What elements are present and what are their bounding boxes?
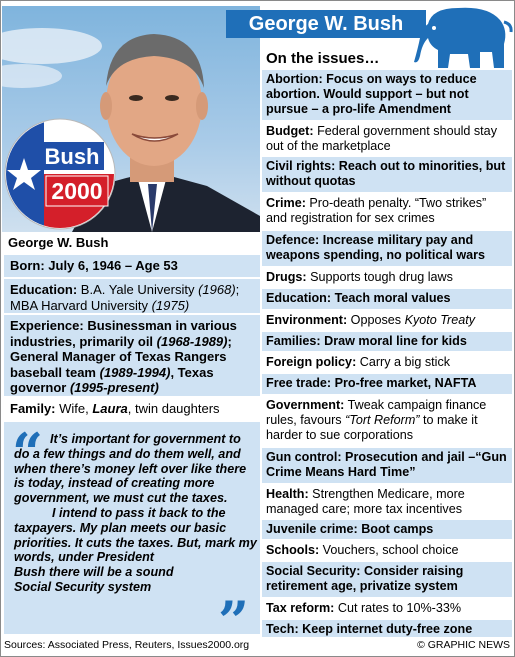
education-year-b: (1975) [151,297,190,313]
family-text-b: , twin daughters [127,401,220,416]
issue-crime [262,192,512,229]
experience-text-b: ; General Manager of Texas Rangers baseball team [10,333,232,380]
title-bar [226,10,426,38]
issue-label: Families: [266,334,321,348]
issue-label: Gun control: [266,450,342,464]
issue-text-2: to make it harder to sue corporations [266,413,478,442]
issue-tax-reform [262,597,512,618]
candidate-name: George W. Bush [8,235,109,250]
issue-text: Boot camps [357,522,434,536]
issue-label: Civil rights: [266,159,336,173]
issues-heading: On the issues… [266,50,380,67]
issue-label: Crime: [266,196,306,210]
experience-year-b: (1989-1994) [99,364,171,380]
issue-health [262,483,512,518]
issue-label: Budget: [266,124,314,138]
issue-label: Schools: [266,543,320,557]
issue-social-security [262,560,512,597]
born-text: Born: July 6, 1946 – Age 53 [10,258,178,273]
quote-paragraph-1: It’s important for government to do a few things and do them well, and when there’s money left over like there is today, instead of creating more government, we must cut the taxes. [14,432,247,506]
issue-text: Cut rates to 10%-33% [334,601,462,615]
family-wife: Laura [92,401,128,416]
issue-text: Increase military pay and weapons spending, no political wars [266,233,486,262]
education-text-b: ; MBA Harvard University [10,282,240,313]
issue-label: Juvenile crime: [266,522,358,536]
issue-drugs [262,266,512,287]
issue-label: Health: [266,487,309,501]
family-label: Family: [10,401,56,416]
issue-civil-rights [262,155,512,192]
issue-schools [262,539,512,560]
issue-budget [262,120,512,155]
republican-elephant-icon [410,4,514,76]
issue-label: Environment: [266,313,348,327]
issue-text: Draw moral line for kids [320,334,467,348]
issue-text: Teach moral values [331,291,451,305]
issue-abortion [262,68,512,120]
experience-year-a: (1968-1989) [156,333,228,349]
issue-text: Prosecution and jail –“Gun Crime Means Hard Time” [266,450,507,479]
issue-families [262,330,512,351]
footer [4,639,512,651]
issue-defence [262,229,512,266]
issue-environment [262,309,512,330]
issue-text: Federal government should stay out of the marketplace [266,124,497,153]
open-quote-icon: “ [12,421,44,485]
experience-text-a: Businessman in various industries, primarily oil [10,318,237,349]
quote-text [14,432,258,595]
badge-text-2000: 2000 [51,178,103,204]
page-title: George W. Bush [248,13,404,35]
issue-education [262,287,512,309]
issue-label: Government: [266,398,345,412]
issue-text: Consider raising retirement age, privatize system [266,564,464,593]
issue-text: Supports tough drug laws [306,270,453,284]
issue-text: Pro-free market, NAFTA [331,376,477,390]
issue-foreign-policy [262,351,512,372]
sources-text: Sources: Associated Press, Reuters, Issues2000.org [4,639,250,651]
close-quote-icon: ” [218,589,250,653]
issue-label: Social Security: [266,564,361,578]
issue-text: Focus on ways to reduce abortion. Would support – but not pursue – a pro-life Amendment [266,72,477,116]
issue-label: Tech: [266,622,299,636]
issue-label: Education: [266,291,332,305]
issue-juvenile-crime [262,518,512,539]
issue-label: Defence: [266,233,320,247]
credit-text: © GRAPHIC NEWS [417,639,510,651]
issue-label: Free trade: [266,376,332,390]
issue-text: Tweak campaign finance rules, favours [266,398,487,427]
issue-label: Drugs: [266,270,307,284]
issue-text: Carry a big stick [356,355,451,369]
family-box [4,396,260,420]
issue-government [262,394,512,446]
issue-italic: Kyoto Treaty [404,313,476,327]
issue-label: Foreign policy: [266,355,357,369]
education-label: Education: [10,282,78,297]
issue-text: Opposes [347,313,405,327]
issue-tech [262,618,512,637]
issue-free-trade [262,372,512,394]
bush-2000-badge [4,118,116,230]
issue-italic: “Tort Reform” [345,413,420,427]
badge-text-bush: Bush [44,144,100,169]
quote-paragraph-3: Bush there will be a sound Social Security system [14,565,174,594]
education-text-a: B.A. Yale University [77,282,199,297]
issue-label: Tax reform: [266,601,335,615]
education-box [4,277,260,313]
quote-paragraph-2: I intend to pass it back to the taxpayers. My plan meets our basic priorities. It cuts the taxes. But, mark my words, under President [14,505,257,565]
experience-year-c: (1995-present) [69,380,159,395]
education-year-a: (1968) [198,282,236,297]
family-text-a: Wife, [55,401,93,416]
born-box [4,253,260,277]
issue-label: Abortion: [266,72,323,86]
issue-text: Keep internet duty-free zone [298,622,473,636]
issue-text: Pro-death penalty. “Two strikes” and registration for sex crimes [266,196,487,225]
experience-label: Experience: [10,318,84,333]
issue-text: Strengthen Medicare, more managed care; more tax incentives [266,487,465,516]
experience-text-c: , Texas governor [10,364,214,395]
issue-text: Vouchers, school choice [319,543,459,557]
issue-text: Reach out to minorities, but without quotas [266,159,506,188]
issue-gun-control [262,446,512,483]
experience-box [4,313,260,396]
